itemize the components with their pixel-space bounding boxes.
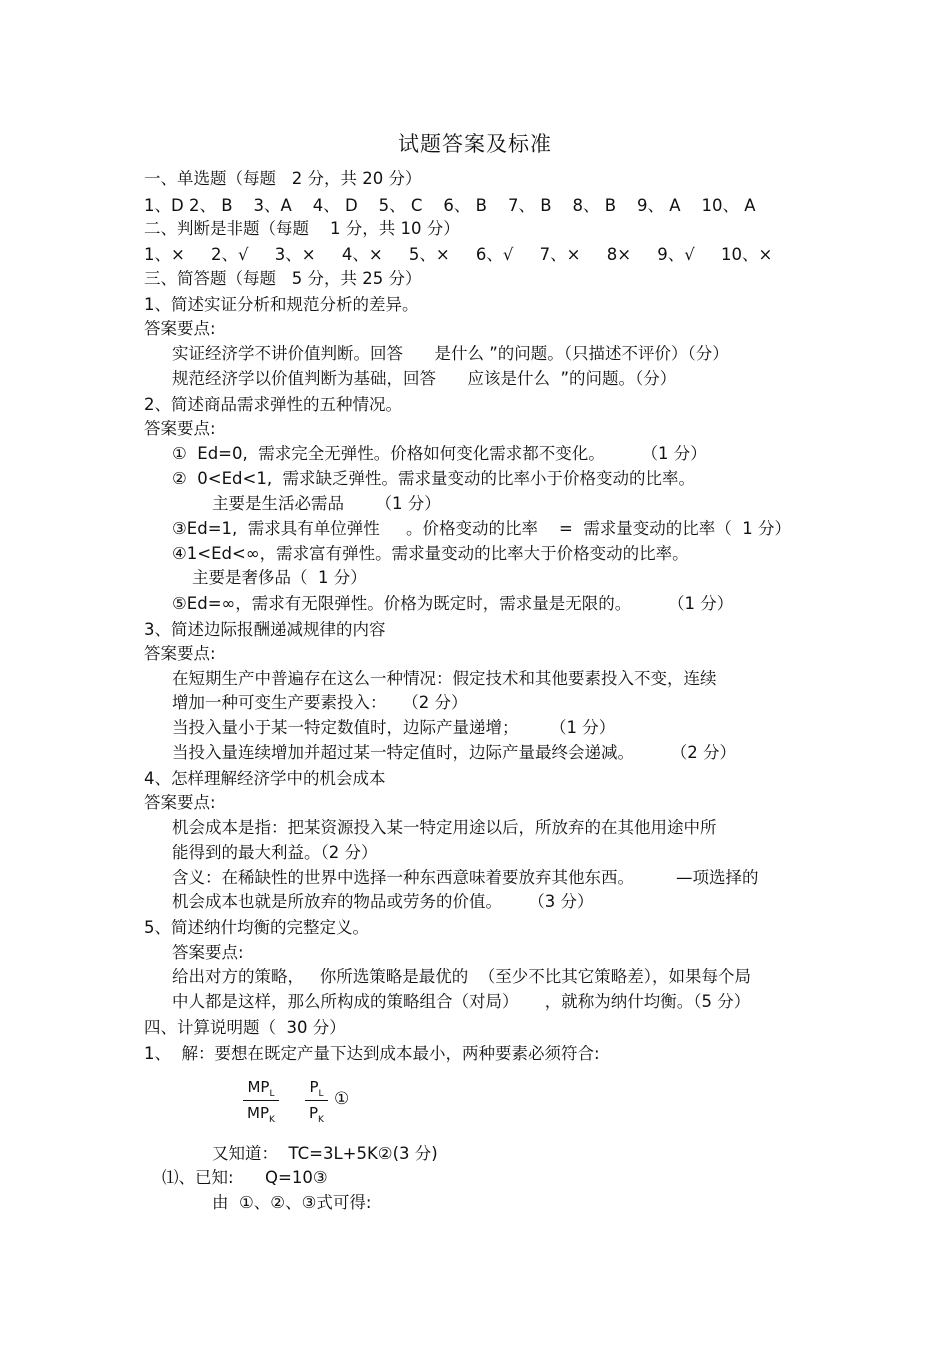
text-line: 一、单选题（每题 2 分，共 20 分）: [144, 169, 422, 188]
text-line: 答案要点:: [172, 943, 244, 962]
text-line: 二、判断是非题（每题 1 分，共 10 分）: [144, 219, 460, 238]
text-line: 中人都是这样，那么所构成的策略组合（对局） ，就称为纳什均衡。（5 分）: [172, 992, 751, 1011]
fraction-p-numerator: $P_L$: [305, 1078, 328, 1101]
page-title: 试题答案及标准: [398, 132, 552, 156]
text-line: 答案要点:: [144, 419, 216, 438]
text-line: ④1<Ed<∞，需求富有弹性。需求量变动的比率大于价格变动的比率。: [172, 544, 689, 563]
text-line: 能得到的最大利益。（2 分）: [172, 843, 378, 862]
text-line: 1、D 2、 B 3、A 4、 D 5、 C 6、 B 7、 B 8、 B 9、 A 10、 A: [144, 196, 756, 215]
text-line: 3、简述边际报酬递减规律的内容: [144, 620, 386, 639]
text-line: 答案要点:: [144, 644, 216, 663]
text-line: 实证经济学不讲价值判断。回答 是什么 ”的问题。（只描述不评价）（分）: [172, 344, 729, 363]
text-line: ② 0<Ed<1, 需求缺乏弹性。需求量变动的比率小于价格变动的比率。: [172, 469, 696, 488]
text-line: ① Ed=0, 需求完全无弹性。价格如何变化需求都不变化。 （1 分）: [172, 444, 707, 463]
text-line: 给出对方的策略， 你所选策略是最优的 （至少不比其它策略差），如果每个局: [172, 967, 751, 986]
text-line: 规范经济学以价值判断为基础，回答 应该是什么 ”的问题。（分）: [172, 369, 677, 388]
text-line: 5、简述纳什均衡的完整定义。: [144, 918, 369, 937]
text-line: 答案要点:: [144, 319, 216, 338]
text-line: 主要是奢侈品（ 1 分）: [192, 568, 367, 587]
text-line: 1、 解：要想在既定产量下达到成本最小，两种要素必须符合:: [144, 1044, 600, 1063]
text-line: 1、× 2、√ 3、× 4、× 5、× 6、√ 7、× 8× 9、√ 10、×: [144, 245, 773, 264]
fraction-mp-denominator: $MP_K$: [247, 1104, 275, 1125]
equation-marker: ①: [334, 1089, 350, 1109]
text-line: 主要是生活必需品 （1 分）: [212, 494, 441, 513]
text-line: 增加一种可变生产要素投入： （2 分）: [172, 693, 468, 712]
text-line: 1、简述实证分析和规范分析的差异。: [144, 295, 419, 314]
text-line: 四、计算说明题（ 30 分）: [144, 1018, 346, 1037]
text-line: 在短期生产中普遍存在这么一种情况：假定技术和其他要素投入不变，连续: [172, 669, 717, 688]
text-line: ⑤Ed=∞，需求有无限弹性。价格为既定时，需求量是无限的。 （1 分）: [172, 594, 734, 613]
text-line: ③Ed=1, 需求具有单位弹性 。价格变动的比率 = 需求量变动的比率（ 1 分）: [172, 519, 791, 538]
text-line: 2、简述商品需求弹性的五种情况。: [144, 395, 402, 414]
fraction-p: [305, 1078, 328, 1125]
text-line: 当投入量小于某一特定数值时，边际产量递增； （1 分）: [172, 718, 616, 737]
text-line: 机会成本也就是所放弃的物品或劳务的价值。 （3 分）: [172, 892, 594, 911]
text-line: 4、怎样理解经济学中的机会成本: [144, 769, 386, 788]
fraction-mp-numerator: $MP_L$: [243, 1078, 279, 1101]
text-line: 由 ①、②、③式可得:: [212, 1193, 372, 1212]
text-line: 机会成本是指：把某资源投入某一特定用途以后，所放弃的在其他用途中所: [172, 818, 717, 837]
text-line: 三、简答题（每题 5 分，共 25 分）: [144, 269, 422, 288]
text-line: 答案要点:: [144, 793, 216, 812]
fraction-mp: [243, 1078, 279, 1125]
text-line: 当投入量连续增加并超过某一特定值时，边际产量最终会递减。 （2 分）: [172, 743, 736, 762]
text-line: ⑴、已知: Q=10③: [162, 1168, 328, 1187]
fraction-p-denominator: $P_K$: [309, 1104, 324, 1125]
text-line: 含义：在稀缺性的世界中选择一种东西意味着要放弃其他东西。 —项选择的: [172, 868, 759, 887]
text-line: 又知道： TC=3L+5K②(3 分): [212, 1144, 438, 1163]
